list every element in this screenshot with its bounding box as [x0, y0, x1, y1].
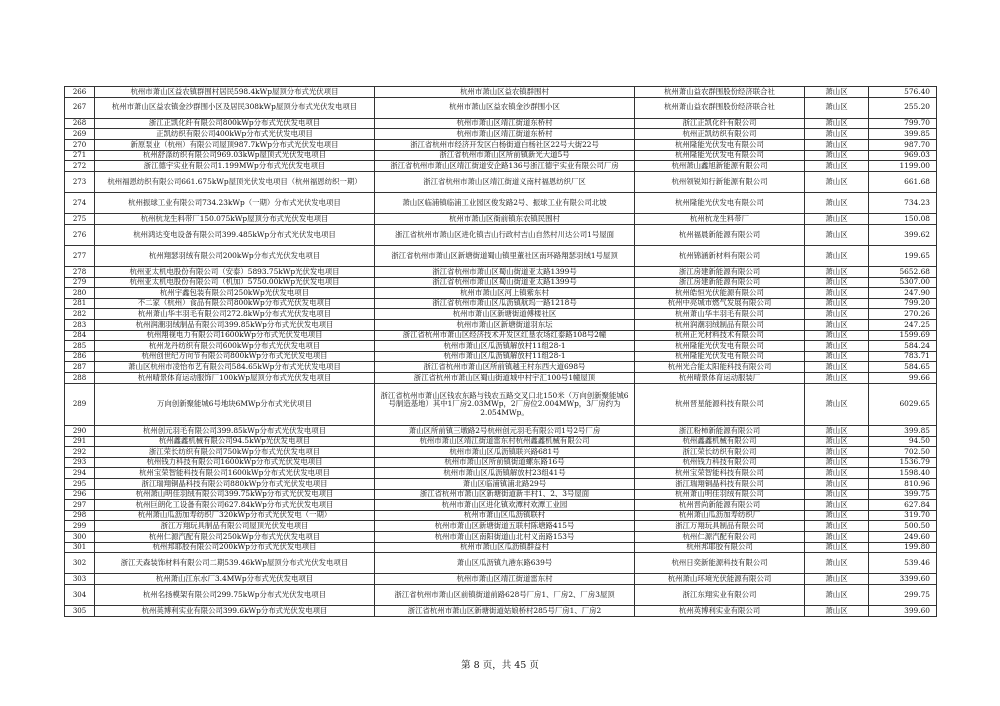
project-capacity: 249.60: [869, 531, 937, 542]
project-address: 杭州市萧山区靖江街道雷东村: [375, 574, 635, 585]
project-capacity: 99.66: [869, 373, 937, 384]
project-address: 萧山区所前镇三墩路2号杭州创元羽毛有限公司1号2号厂房: [375, 426, 635, 437]
project-owner: 杭州隆能光伏发电有限公司: [635, 139, 805, 150]
project-capacity: 987.70: [869, 139, 937, 150]
project-owner: 浙江房建新能源有限公司: [635, 267, 805, 278]
project-district: 萧山区: [805, 553, 869, 574]
project-address: 杭州市萧山区瓜沥镇解放村23组41号: [375, 468, 635, 479]
project-address: 浙江省杭州市萧山区钱农东路与钱农五路交叉口北150米（万向创新聚能城6号制造基地）其中1厂房2.03MWp，2厂房位2.004MWp，3厂房约为2.054MWp。: [375, 383, 635, 425]
project-name: 杭州创元羽毛有限公司399.85kWp分布式光伏发电项目: [95, 426, 375, 437]
project-name: 杭州宇鑫包装有限公司250kWp光伏发电项目: [95, 288, 375, 299]
project-address: 浙江省杭州市萧山区所前镇新光大道5号: [375, 150, 635, 161]
table-row: [65, 468, 937, 479]
project-address: 浙江省杭州市萧山区新塘街道新丰村1、2、3号屋面: [375, 489, 635, 500]
project-address: 浙江省杭州市萧山区前镇街道前路628号厂房1、厂房2、厂房3屋顶: [375, 584, 635, 605]
project-name: 杭州萧山江东水厂3.4MWp分布式光伏发电项目: [95, 574, 375, 585]
row-number: 276: [65, 224, 95, 245]
project-owner: 杭州隆能光伏发电有限公司: [635, 341, 805, 352]
project-district: 萧山区: [805, 192, 869, 213]
project-name: 杭州振球工业有限公司734.23kWp（一期）分布式光伏发电项目: [95, 192, 375, 213]
project-district: 萧山区: [805, 362, 869, 373]
row-number: 287: [65, 362, 95, 373]
project-name: 杭州市萧山区益农镇群围村居民598.4kWp屋顶分布式光伏项目: [95, 87, 375, 98]
project-district: 萧山区: [805, 245, 869, 266]
project-address: 浙江省杭州市萧山区蜀山街道亚太路1399号: [375, 267, 635, 278]
project-capacity: 199.65: [869, 245, 937, 266]
project-capacity: 299.75: [869, 584, 937, 605]
project-owner: 浙江东翔实业有限公司: [635, 584, 805, 605]
project-address: 杭州市萧山区瓜沥镇联村: [375, 510, 635, 521]
project-district: 萧山区: [805, 288, 869, 299]
table-row: [65, 362, 937, 373]
project-district: 萧山区: [805, 309, 869, 320]
project-capacity: 399.85: [869, 129, 937, 140]
project-address: 浙江省杭州市萧山区新塘街道蜀山镇里董社区南环路翔瑟羽绒1号屋顶: [375, 245, 635, 266]
project-owner: 杭州福晨新能源有限公司: [635, 224, 805, 245]
project-district: 萧山区: [805, 457, 869, 468]
row-number: 285: [65, 341, 95, 352]
project-owner: 杭州皓恒光伏能源有限公司: [635, 288, 805, 299]
table-row: [65, 192, 937, 213]
project-owner: 杭州鑫鑫机械有限公司: [635, 436, 805, 447]
project-address: 杭州市萧山区新塘街道傅楼社区: [375, 309, 635, 320]
project-capacity: 734.23: [869, 192, 937, 213]
project-name: 浙江天森装饰材料有限公司二期539.46kWp屋顶分布式光伏发电项目: [95, 553, 375, 574]
project-address: 杭州市萧山区新塘街道羽东坛: [375, 320, 635, 331]
project-district: 萧山区: [805, 478, 869, 489]
project-owner: 杭州萧山益农群围股份经济联合社: [635, 97, 805, 118]
project-owner: 杭州中亮城市燃气发展有限公司: [635, 298, 805, 309]
project-owner: 杭州正光材料技术有限公司: [635, 330, 805, 341]
project-owner: 杭州萧山益农群围股份经济联合社: [635, 87, 805, 98]
project-address: 杭州市萧山区瓜沥镇解放村11组28-1: [375, 341, 635, 352]
project-district: 萧山区: [805, 139, 869, 150]
project-district: 萧山区: [805, 373, 869, 384]
table-row: [65, 118, 937, 129]
project-name: 杭州润潮羽绒制品有限公司399.85kWp分布式光伏发电项目: [95, 320, 375, 331]
project-name: 杭州舒涤纺织有限公司969.03kWp屋顶式光伏发电项目: [95, 150, 375, 161]
project-capacity: 199.80: [869, 542, 937, 553]
project-address: 杭州市萧山区益农镇群围村: [375, 87, 635, 98]
project-address: 浙江省杭州市萧山区所前镇越王村东西大道698号: [375, 362, 635, 373]
row-number: 301: [65, 542, 95, 553]
project-district: 萧山区: [805, 277, 869, 288]
project-address: 浙江省杭州市萧山区瓜沥镇航坞一路1218号: [375, 298, 635, 309]
table-row: [65, 330, 937, 341]
project-name: 杭州名扬模架有限公司299.75kWp分布式光伏发电项目: [95, 584, 375, 605]
project-district: 萧山区: [805, 521, 869, 532]
project-owner: 杭州正凯纺织有限公司: [635, 129, 805, 140]
table-row: [65, 224, 937, 245]
row-number: 305: [65, 606, 95, 617]
project-owner: 杭州锦涵新材料有限公司: [635, 245, 805, 266]
project-address: 浙江省杭州市萧山区蜀山街道亚太路1399号: [375, 277, 635, 288]
project-district: 萧山区: [805, 320, 869, 331]
row-number: 294: [65, 468, 95, 479]
project-name: 杭州邦耶胶有限公司200kWp分布式光伏发电项目: [95, 542, 375, 553]
project-district: 萧山区: [805, 341, 869, 352]
table-row: [65, 139, 937, 150]
project-district: 萧山区: [805, 161, 869, 172]
project-capacity: 969.03: [869, 150, 937, 161]
row-number: 304: [65, 584, 95, 605]
project-district: 萧山区: [805, 118, 869, 129]
project-capacity: 94.50: [869, 436, 937, 447]
project-owner: 杭州领锐知行新能源有限公司: [635, 171, 805, 192]
table-row: [65, 531, 937, 542]
project-address: 杭州市萧山区靖江街道雷东村杭州鑫鑫机械有限公司: [375, 436, 635, 447]
project-address: 杭州市萧山区靖江街道东桥村: [375, 118, 635, 129]
project-district: 萧山区: [805, 330, 869, 341]
row-number: 269: [65, 129, 95, 140]
table-row: [65, 606, 937, 617]
row-number: 271: [65, 150, 95, 161]
project-address: 杭州市萧山区衙前镇东农镇民围村: [375, 214, 635, 225]
project-name: 杭州萧山明佳羽绒有限公司399.75kWp分布式光伏发电项目: [95, 489, 375, 500]
project-capacity: 500.50: [869, 521, 937, 532]
project-address: 杭州市萧山区进化镇欢潭村欢潭工业园: [375, 500, 635, 511]
project-name: 杭州市萧山区益农镇金沙群围小区及居民308kWp屋顶分布式光伏发电项目: [95, 97, 375, 118]
row-number: 299: [65, 521, 95, 532]
row-number: 295: [65, 478, 95, 489]
project-name: 正凯纺织有限公司400kWp分布式光伏发电项目: [95, 129, 375, 140]
project-district: 萧山区: [805, 224, 869, 245]
project-address: 浙江省杭州市萧山区经济技术开发区红垦农场红泰路108号2幢: [375, 330, 635, 341]
table-row: [65, 97, 937, 118]
table-row: [65, 150, 937, 161]
project-name: 杭州萧山瓜沥加寿纺织厂320kWp分布式光伏发电（一期）: [95, 510, 375, 521]
project-district: 萧山区: [805, 447, 869, 458]
project-district: 萧山区: [805, 351, 869, 362]
project-capacity: 3399.60: [869, 574, 937, 585]
row-number: 266: [65, 87, 95, 98]
project-capacity: 5652.68: [869, 267, 937, 278]
project-district: 萧山区: [805, 97, 869, 118]
table-row: [65, 373, 937, 384]
project-district: 萧山区: [805, 150, 869, 161]
project-name: 杭州英博利实业有限公司399.6kWp分布式光伏发电项目: [95, 606, 375, 617]
project-owner: 杭州隆能光伏发电有限公司: [635, 192, 805, 213]
project-owner: 杭州宝荣智能科技有限公司: [635, 468, 805, 479]
row-number: 300: [65, 531, 95, 542]
row-number: 267: [65, 97, 95, 118]
project-district: 萧山区: [805, 542, 869, 553]
project-name: 杭州创世纪万向节有限公司800kWp分布式光伏发电项目: [95, 351, 375, 362]
project-name: 杭州晴景体育运动服饰厂100kWp屋顶分布式光伏发电项目: [95, 373, 375, 384]
project-district: 萧山区: [805, 129, 869, 140]
project-district: 萧山区: [805, 426, 869, 437]
table-row: [65, 87, 937, 98]
project-capacity: 584.65: [869, 362, 937, 373]
project-district: 萧山区: [805, 489, 869, 500]
project-capacity: 247.25: [869, 320, 937, 331]
row-number: 275: [65, 214, 95, 225]
project-name: 杭州萧山华丰羽毛有限公司272.8kWp分布式光伏发电项目: [95, 309, 375, 320]
project-capacity: 576.40: [869, 87, 937, 98]
project-capacity: 1598.40: [869, 468, 937, 479]
project-owner: 杭州隆能光伏发电有限公司: [635, 351, 805, 362]
project-name: 杭州翔视电力有限公司1600kWp分布式光伏发电项目: [95, 330, 375, 341]
row-number: 296: [65, 489, 95, 500]
project-owner: 杭州邦耶胶有限公司: [635, 542, 805, 553]
project-name: 万向创新聚能城6号地块6MWp分布式光伏项目: [95, 383, 375, 425]
row-number: 302: [65, 553, 95, 574]
row-number: 292: [65, 447, 95, 458]
project-name: 杭州鸿达变电设备有限公司399.485kWp分布式光伏发电项目: [95, 224, 375, 245]
project-address: 杭州市萧山区河上镇紫东村: [375, 288, 635, 299]
project-address: 浙江省杭州市萧山区靖江街道义南村福恩纺织厂区: [375, 171, 635, 192]
table-row: [65, 171, 937, 192]
project-address: 浙江省杭州市萧山区新塘街道姑娘桥村285号厂房1、厂房2: [375, 606, 635, 617]
project-district: 萧山区: [805, 87, 869, 98]
row-number: 297: [65, 500, 95, 511]
row-number: 277: [65, 245, 95, 266]
project-capacity: 270.26: [869, 309, 937, 320]
row-number: 268: [65, 118, 95, 129]
row-number: 288: [65, 373, 95, 384]
project-owner: 杭州光合能太阳能科技有限公司: [635, 362, 805, 373]
project-capacity: 1536.79: [869, 457, 937, 468]
project-capacity: 702.50: [869, 447, 937, 458]
project-address: 杭州市萧山区瓜沥镇解放村11组28-1: [375, 351, 635, 362]
project-capacity: 810.96: [869, 478, 937, 489]
project-owner: 杭州英博利实业有限公司: [635, 606, 805, 617]
project-capacity: 661.68: [869, 171, 937, 192]
project-address: 杭州市萧山区益农镇金沙群围小区: [375, 97, 635, 118]
project-district: 萧山区: [805, 298, 869, 309]
row-number: 289: [65, 383, 95, 425]
project-name: 杭州亚太机电股份有限公司（安泰）5893.75kWp光伏发电项目: [95, 267, 375, 278]
project-capacity: 627.84: [869, 500, 937, 511]
project-table-body: [65, 87, 937, 617]
table-row: [65, 245, 937, 266]
project-owner: 杭州萧山明佳羽绒有限公司: [635, 489, 805, 500]
row-number: 270: [65, 139, 95, 150]
project-address: 杭州市萧山区瓜沥镇联兴路681号: [375, 447, 635, 458]
table-row: [65, 584, 937, 605]
table-row: [65, 341, 937, 352]
row-number: 284: [65, 330, 95, 341]
row-number: 273: [65, 171, 95, 192]
project-name: 浙江荣长纺织有限公司750kWp分布式光伏发电项目: [95, 447, 375, 458]
table-row: [65, 510, 937, 521]
project-name: 浙江瑞翔铜晶科技有限公司880kWp分布式光伏发电项目: [95, 478, 375, 489]
table-row: [65, 478, 937, 489]
project-capacity: 1599.69: [869, 330, 937, 341]
project-name: 杭州巨朗化工设备有限公司627.84kWp分布式光伏发电项目: [95, 500, 375, 511]
project-owner: 浙江房建新能源有限公司: [635, 277, 805, 288]
table-row: [65, 542, 937, 553]
project-address: 浙江省杭州市经济开发区白杨街道白杨社区22号大街22号: [375, 139, 635, 150]
table-row: [65, 489, 937, 500]
project-owner: 杭州日奕新能源科技有限公司: [635, 553, 805, 574]
row-number: 283: [65, 320, 95, 331]
table-row: [65, 457, 937, 468]
row-number: 279: [65, 277, 95, 288]
project-owner: 杭州润潮羽绒制品有限公司: [635, 320, 805, 331]
project-owner: 杭州晴景体育运动服装厂: [635, 373, 805, 384]
row-number: 282: [65, 309, 95, 320]
row-number: 303: [65, 574, 95, 585]
project-owner: 杭州晋尚新能源有限公司: [635, 500, 805, 511]
project-owner: 浙江正凯化纤有限公司: [635, 118, 805, 129]
project-address: 浙江省杭州市萧山区进化镇吉山行政村吉山自然村川达公司1号屋面: [375, 224, 635, 245]
project-capacity: 6029.65: [869, 383, 937, 425]
row-number: 274: [65, 192, 95, 213]
table-row: [65, 320, 937, 331]
project-capacity: 150.08: [869, 214, 937, 225]
project-name: 杭州福恩纺织有限公司661.675kWp屋顶光伏发电项目（杭州福恩纺织一期）: [95, 171, 375, 192]
table-row: [65, 500, 937, 511]
project-capacity: 5307.00: [869, 277, 937, 288]
project-district: 萧山区: [805, 606, 869, 617]
row-number: 280: [65, 288, 95, 299]
project-address: 萧山区临浦镇浦北路29号: [375, 478, 635, 489]
page-footer: 第 8 页，共 45 页: [461, 660, 539, 671]
table-row: [65, 288, 937, 299]
project-capacity: 399.75: [869, 489, 937, 500]
table-row: [65, 277, 937, 288]
row-number: 272: [65, 161, 95, 172]
table-row: [65, 214, 937, 225]
table-row: [65, 383, 937, 425]
table-row: [65, 574, 937, 585]
row-number: 291: [65, 436, 95, 447]
project-owner: 浙江粉柿新能源有限公司: [635, 426, 805, 437]
project-district: 萧山区: [805, 383, 869, 425]
table-row: [65, 298, 937, 309]
project-capacity: 783.71: [869, 351, 937, 362]
project-capacity: 799.70: [869, 118, 937, 129]
project-owner: 杭州杭龙生料带厂: [635, 214, 805, 225]
project-capacity: 399.62: [869, 224, 937, 245]
project-capacity: 539.46: [869, 553, 937, 574]
row-number: 278: [65, 267, 95, 278]
table-row: [65, 129, 937, 140]
project-owner: 杭州钱力科技有限公司: [635, 457, 805, 468]
project-capacity: 799.20: [869, 298, 937, 309]
table-row: [65, 426, 937, 437]
project-address: 杭州市萧山区新塘街道五联村陈塘路415号: [375, 521, 635, 532]
project-address: 浙江省杭州市萧山区蜀山街道城中村宇汇100号1幢屋顶: [375, 373, 635, 384]
project-owner: 浙江万翔玩具制品有限公司: [635, 521, 805, 532]
project-capacity: 255.20: [869, 97, 937, 118]
project-name: 杭州翔瑟羽绒有限公司200kWp分布式光伏发电项目: [95, 245, 375, 266]
project-district: 萧山区: [805, 171, 869, 192]
project-name: 新原泵业（杭州）有限公司屋顶987.7kWp分布式光伏发电项目: [95, 139, 375, 150]
table-row: [65, 553, 937, 574]
project-address: 杭州市萧山区靖江街道东桥村: [375, 129, 635, 140]
project-name: 萧山区杭州市凌怡布艺有限公司584.65kWp分布式光伏发电项目: [95, 362, 375, 373]
project-capacity: 399.85: [869, 426, 937, 437]
project-name: 不二家（杭州）食品有限公司800kWp分布式光伏发电项目: [95, 298, 375, 309]
project-district: 萧山区: [805, 468, 869, 479]
project-district: 萧山区: [805, 500, 869, 511]
project-name: 浙江德宇实业有限公司1.199MWp分布式光伏发电项目: [95, 161, 375, 172]
project-name: 浙江万翔玩具制品有限公司屋顶光伏发电项目: [95, 521, 375, 532]
project-district: 萧山区: [805, 267, 869, 278]
row-number: 286: [65, 351, 95, 362]
table-row: [65, 161, 937, 172]
row-number: 293: [65, 457, 95, 468]
project-owner: 浙江瑞翔铜晶科技有限公司: [635, 478, 805, 489]
table-row: [65, 521, 937, 532]
project-capacity: 584.24: [869, 341, 937, 352]
project-district: 萧山区: [805, 510, 869, 521]
project-name: 杭州钱力科技有限公司1600kWp分布式光伏发电项目: [95, 457, 375, 468]
project-name: 杭州鑫鑫机械有限公司94.5kWp光伏发电项目: [95, 436, 375, 447]
project-address: 萧山区瓜沥镇九港东路639号: [375, 553, 635, 574]
project-name: 杭州龙丹纺织有限公司600kWp分布式光伏发电项目: [95, 341, 375, 352]
project-owner: 杭州萧山环境光伏能源有限公司: [635, 574, 805, 585]
project-name: 杭州仁源汽配有限公司250kWp分布式光伏发电项目: [95, 531, 375, 542]
project-capacity: 247.90: [869, 288, 937, 299]
project-name: 杭州宝荣智能科技有限公司1600kWp分布式光伏发电项目: [95, 468, 375, 479]
project-address: 萧山区临浦镇临浦工业园区俊发路2号、振球工业有限公司北坡: [375, 192, 635, 213]
project-address: 杭州市萧山区所前镇街道螺东路16号: [375, 457, 635, 468]
project-address: 杭州市萧山区南阳街道山北村义南路153号: [375, 531, 635, 542]
row-number: 298: [65, 510, 95, 521]
project-district: 萧山区: [805, 531, 869, 542]
project-owner: 杭州晋星能源科技有限公司: [635, 383, 805, 425]
project-district: 萧山区: [805, 214, 869, 225]
project-owner: 杭州仁源汽配有限公司: [635, 531, 805, 542]
row-number: 290: [65, 426, 95, 437]
table-row: [65, 351, 937, 362]
project-name: 杭州杭龙生料带厂150.075kWp屋顶分布式光伏发电项目: [95, 214, 375, 225]
project-owner: 杭州萧山鑫旭新能源有限公司: [635, 161, 805, 172]
project-owner: 杭州萧山华丰羽毛有限公司: [635, 309, 805, 320]
table-row: [65, 447, 937, 458]
table-row: [65, 309, 937, 320]
project-capacity: 399.60: [869, 606, 937, 617]
project-district: 萧山区: [805, 436, 869, 447]
project-district: 萧山区: [805, 574, 869, 585]
table-row: [65, 436, 937, 447]
project-capacity: 319.70: [869, 510, 937, 521]
project-table: [64, 86, 937, 617]
project-capacity: 1199.00: [869, 161, 937, 172]
project-name: 浙江正凯化纤有限公司800kWp分布式光伏发电项目: [95, 118, 375, 129]
project-owner: 杭州隆能光伏发电有限公司: [635, 150, 805, 161]
table-row: [65, 267, 937, 278]
project-address: 杭州市萧山区瓜沥镇群益村: [375, 542, 635, 553]
project-district: 萧山区: [805, 584, 869, 605]
project-name: 杭州亚太机电股份有限公司（机加）5750.00kWp光伏发电项目: [95, 277, 375, 288]
project-address: 浙江省杭州市萧山区靖江街道安企路136号浙江德宇实业有限公司厂房: [375, 161, 635, 172]
project-owner: 浙江荣长纺织有限公司: [635, 447, 805, 458]
row-number: 281: [65, 298, 95, 309]
project-owner: 杭州萧山瓜沥加寿纺织厂: [635, 510, 805, 521]
